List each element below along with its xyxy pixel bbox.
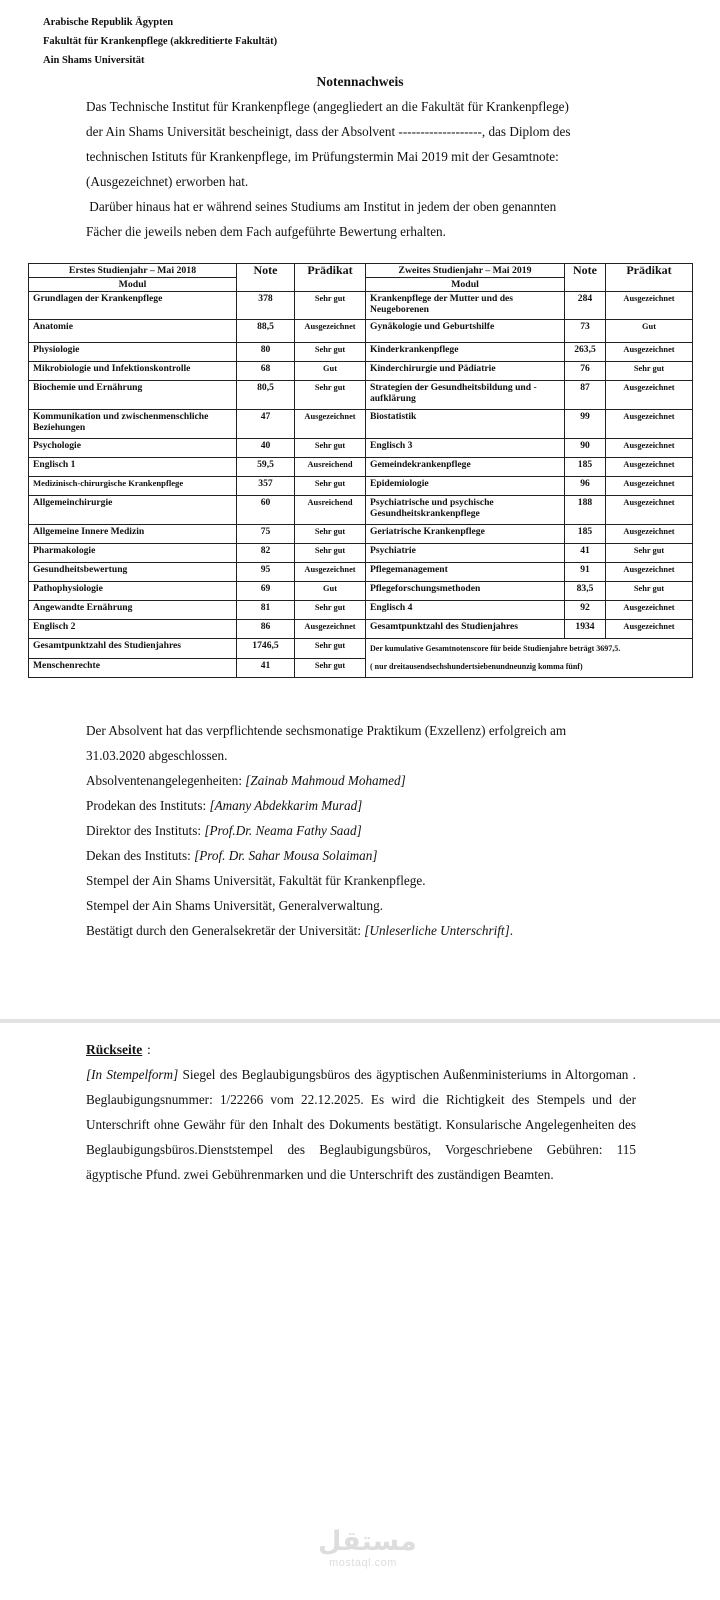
- prodekan-value: [Amany Abdekkarim Murad]: [209, 798, 363, 813]
- grades-table: [28, 263, 693, 678]
- year1-subject: Allgemeinchirurgie: [29, 496, 237, 525]
- year1-grade: Sehr gut: [295, 292, 366, 320]
- praktikum-line: Der Absolvent hat das verpflichtende sechsmonatige Praktikum (Exzellenz) erfolgreich am: [86, 723, 567, 738]
- year1-grade: Sehr gut: [295, 343, 366, 362]
- year1-note: 378: [237, 292, 295, 320]
- intro-line: Fächer die jeweils neben dem Fach aufgeführte Bewertung erhalten.: [86, 224, 446, 239]
- header-country: Arabische Republik Ägypten: [43, 17, 174, 28]
- year2-grade: Ausgezeichnet: [606, 477, 693, 496]
- praedikat-header: Prädikat: [606, 264, 693, 292]
- year1-subject: Medizinisch-chirurgische Krankenpflege: [29, 477, 237, 496]
- year1-note: 80,5: [237, 381, 295, 410]
- intro-paragraph: [86, 94, 646, 244]
- year1-grade: Sehr gut: [295, 381, 366, 410]
- bestaetigt-label: Bestätigt durch den Generalsekretär der Universität:: [86, 923, 365, 938]
- back-title: Rückseite: [86, 1042, 143, 1057]
- year1-subject: Allgemeine Innere Medizin: [29, 525, 237, 544]
- year1-subject: Mikrobiologie und Infektionskontrolle: [29, 362, 237, 381]
- year2-subject: Strategien der Gesundheitsbildung und -aufklärung: [366, 381, 565, 410]
- year1-grade: Gut: [295, 582, 366, 601]
- dekan-label: Dekan des Instituts:: [86, 848, 195, 863]
- year1-note: 68: [237, 362, 295, 381]
- year2-subject: Pflegeforschungsmethoden: [366, 582, 565, 601]
- year2-note: 185: [565, 458, 606, 477]
- table-row: [29, 381, 693, 410]
- year2-subject: Epidemiologie: [366, 477, 565, 496]
- intro-line: Das Technische Institut für Krankenpflege (angegliedert an die Fakultät für Krankenpflege): [86, 99, 569, 114]
- year1-header: Erstes Studienjahr – Mai 2018: [29, 264, 237, 278]
- year2-note: 83,5: [565, 582, 606, 601]
- year2-subject: Gesamtpunktzahl des Studienjahres: [366, 620, 565, 639]
- stempel-admin: Stempel der Ain Shams Universität, Generalverwaltung.: [86, 898, 384, 913]
- bestaetigt-value: [Unleserliche Unterschrift]: [364, 923, 510, 938]
- table-row: [29, 410, 693, 439]
- praedikat-header: Prädikat: [295, 264, 366, 292]
- table-row: [29, 320, 693, 343]
- table-row: [29, 458, 693, 477]
- prodekan-line: [86, 793, 646, 818]
- back-paragraph: [86, 1062, 636, 1187]
- bestaetigt-end: .: [509, 923, 514, 938]
- year1-subject: Gesundheitsbewertung: [29, 563, 237, 582]
- year2-subject: Psychiatrie: [366, 544, 565, 563]
- bestaetigt-line: [86, 918, 646, 943]
- year2-grade: Ausgezeichnet: [606, 496, 693, 525]
- table-row: [29, 601, 693, 620]
- year1-grade: Sehr gut: [295, 658, 366, 678]
- year1-grade: Sehr gut: [295, 525, 366, 544]
- document-title: Notennachweis: [316, 74, 404, 89]
- year1-grade: Sehr gut: [295, 477, 366, 496]
- year2-subject: Gynäkologie und Geburtshilfe: [366, 320, 565, 343]
- table-row: [29, 582, 693, 601]
- table-row: [29, 496, 693, 525]
- year2-note: 91: [565, 563, 606, 582]
- direktor-value: [Prof.Dr. Neama Fathy Saad]: [204, 823, 362, 838]
- year1-subject: Anatomie: [29, 320, 237, 343]
- year2-grade: Ausgezeichnet: [606, 563, 693, 582]
- year2-grade: Ausgezeichnet: [606, 620, 693, 639]
- year2-grade: Sehr gut: [606, 544, 693, 563]
- table-row: [29, 362, 693, 381]
- year1-grade: Ausgezeichnet: [295, 320, 366, 343]
- year2-header: Zweites Studienjahr – Mai 2019: [366, 264, 565, 278]
- note-header: Note: [237, 264, 295, 292]
- year1-note: 86: [237, 620, 295, 639]
- year1-grade: Ausreichend: [295, 458, 366, 477]
- year1-subject: Psychologie: [29, 439, 237, 458]
- year2-note: 96: [565, 477, 606, 496]
- prodekan-label: Prodekan des Instituts:: [86, 798, 210, 813]
- table-row: [29, 525, 693, 544]
- year1-grade: Ausgezeichnet: [295, 563, 366, 582]
- table-row: [29, 439, 693, 458]
- year1-note: 75: [237, 525, 295, 544]
- year2-note: 92: [565, 601, 606, 620]
- year2-note: 76: [565, 362, 606, 381]
- absolventen-line: [86, 768, 646, 793]
- year2-note: 87: [565, 381, 606, 410]
- cumulative-score: [366, 639, 693, 678]
- year1-subject: Physiologie: [29, 343, 237, 362]
- year1-subject: Englisch 2: [29, 620, 237, 639]
- year1-subject: Pathophysiologie: [29, 582, 237, 601]
- stempel-faculty: Stempel der Ain Shams Universität, Fakultät für Krankenpflege.: [86, 873, 426, 888]
- back-title-colon: :: [147, 1042, 151, 1057]
- modul-header: Modul: [29, 278, 237, 292]
- year2-subject: Pflegemanagement: [366, 563, 565, 582]
- dekan-line: [86, 843, 646, 868]
- year2-grade: Ausgezeichnet: [606, 458, 693, 477]
- year2-subject: Geriatrische Krankenpflege: [366, 525, 565, 544]
- year2-note: 188: [565, 496, 606, 525]
- year2-note: 263,5: [565, 343, 606, 362]
- intro-line: technischen Istituts für Krankenpflege, im Prüfungstermin Mai 2019 mit der Gesamtnote:: [86, 149, 559, 164]
- year2-grade: Gut: [606, 320, 693, 343]
- year2-subject: Kinderchirurgie und Pädiatrie: [366, 362, 565, 381]
- year2-grade: Ausgezeichnet: [606, 439, 693, 458]
- year1-subject: Grundlagen der Krankenpflege: [29, 292, 237, 320]
- table-row: [29, 563, 693, 582]
- year1-grade: Ausreichend: [295, 496, 366, 525]
- absolventen-value: [Zainab Mahmoud Mohamed]: [245, 773, 406, 788]
- year2-grade: Sehr gut: [606, 582, 693, 601]
- intro-line: Darüber hinaus hat er während seines Studiums am Institut in jedem der oben genannten: [86, 199, 557, 214]
- watermark-arabic: مستقل: [318, 1526, 417, 1557]
- year2-grade: Ausgezeichnet: [606, 292, 693, 320]
- year1-note: 81: [237, 601, 295, 620]
- direktor-line: [86, 818, 646, 843]
- year1-grade: Sehr gut: [295, 544, 366, 563]
- year1-subject: Gesamtpunktzahl des Studienjahres: [29, 639, 237, 659]
- year2-note: 99: [565, 410, 606, 439]
- year1-grade: Ausgezeichnet: [295, 410, 366, 439]
- year2-subject: Englisch 4: [366, 601, 565, 620]
- year2-subject: Englisch 3: [366, 439, 565, 458]
- table-row: [29, 620, 693, 639]
- year2-subject: Psychiatrische und psychische Gesundheitskrankenpflege: [366, 496, 565, 525]
- year1-note: 80: [237, 343, 295, 362]
- table-row: [29, 544, 693, 563]
- year1-note: 95: [237, 563, 295, 582]
- year2-grade: Ausgezeichnet: [606, 381, 693, 410]
- year1-subject: Menschenrechte: [29, 658, 237, 678]
- year1-note: 88,5: [237, 320, 295, 343]
- direktor-label: Direktor des Instituts:: [86, 823, 205, 838]
- page-divider: [0, 1019, 720, 1023]
- year1-subject: Biochemie und Ernährung: [29, 381, 237, 410]
- year2-note: 284: [565, 292, 606, 320]
- note-header: Note: [565, 264, 606, 292]
- year1-subject: Englisch 1: [29, 458, 237, 477]
- table-row: [29, 639, 693, 659]
- table-row: [29, 343, 693, 362]
- year1-grade: Sehr gut: [295, 639, 366, 659]
- year2-note: 185: [565, 525, 606, 544]
- table-row: [29, 292, 693, 320]
- year2-grade: Ausgezeichnet: [606, 410, 693, 439]
- year1-note: 357: [237, 477, 295, 496]
- year2-subject: Kinderkrankenpflege: [366, 343, 565, 362]
- year1-grade: Gut: [295, 362, 366, 381]
- year1-note: 69: [237, 582, 295, 601]
- header-university: Ain Shams Universität: [43, 55, 145, 66]
- year1-subject: Angewandte Ernährung: [29, 601, 237, 620]
- absolventen-label: Absolventenangelegenheiten:: [86, 773, 246, 788]
- intro-line: (Ausgezeichnet) erworben hat.: [86, 174, 249, 189]
- cumulative-line: Der kumulative Gesamtnotenscore für beide Studienjahre beträgt 3697,5.: [370, 644, 621, 653]
- year1-note: 41: [237, 658, 295, 678]
- year1-note: 1746,5: [237, 639, 295, 659]
- year2-subject: Biostatistik: [366, 410, 565, 439]
- stamp-note: [In Stempelform]: [86, 1067, 179, 1082]
- year2-grade: Ausgezeichnet: [606, 601, 693, 620]
- year2-note: 1934: [565, 620, 606, 639]
- dekan-value: [Prof. Dr. Sahar Mousa Solaiman]: [194, 848, 378, 863]
- year1-note: 82: [237, 544, 295, 563]
- table-row: [29, 477, 693, 496]
- year1-grade: Sehr gut: [295, 439, 366, 458]
- cumulative-words: ( nur dreitausendsechshundertsiebenundneunzig komma fünf): [370, 662, 583, 671]
- header-faculty: Fakultät für Krankenpflege (akkreditierte Fakultät): [43, 36, 278, 47]
- intro-line: der Ain Shams Universität bescheinigt, dass der Absolvent -------------------, das Diplom des: [86, 124, 571, 139]
- modul-header: Modul: [366, 278, 565, 292]
- year1-grade: Sehr gut: [295, 601, 366, 620]
- year1-note: 59,5: [237, 458, 295, 477]
- year2-note: 41: [565, 544, 606, 563]
- year1-grade: Ausgezeichnet: [295, 620, 366, 639]
- year2-grade: Sehr gut: [606, 362, 693, 381]
- back-text: Siegel des Beglaubigungsbüros des ägyptischen Außenministeriums in Altorgoman . Beglaubigungsnummer: 1/22266 vom 22.12.2025. Es wird die Richtigkeit des Stempels und der Unterschrift ohne Gewähr für den Inhalt des Dokuments bestätigt. Konsularische Angelegenheiten des Beglaubigungsbüros.Dienststempel des Beglaubigungsbüros, Vorgeschriebene Gebühren: 115 ägyptische Pfund. zwei Gebührenmarken und die Unterschrift des zuständigen Beamten.: [86, 1067, 636, 1182]
- year1-note: 60: [237, 496, 295, 525]
- praktikum-line: 31.03.2020 abgeschlossen.: [86, 748, 228, 763]
- watermark-latin: mostaql.com: [329, 1557, 397, 1569]
- year2-note: 73: [565, 320, 606, 343]
- year1-note: 40: [237, 439, 295, 458]
- year2-note: 90: [565, 439, 606, 458]
- year1-subject: Kommunikation und zwischenmenschliche Beziehungen: [29, 410, 237, 439]
- year2-grade: Ausgezeichnet: [606, 525, 693, 544]
- watermark-logo: [318, 1526, 417, 1569]
- year2-subject: Gemeindekrankenpflege: [366, 458, 565, 477]
- year2-subject: Krankenpflege der Mutter und des Neugeborenen: [366, 292, 565, 320]
- year1-note: 47: [237, 410, 295, 439]
- year2-grade: Ausgezeichnet: [606, 343, 693, 362]
- year1-subject: Pharmakologie: [29, 544, 237, 563]
